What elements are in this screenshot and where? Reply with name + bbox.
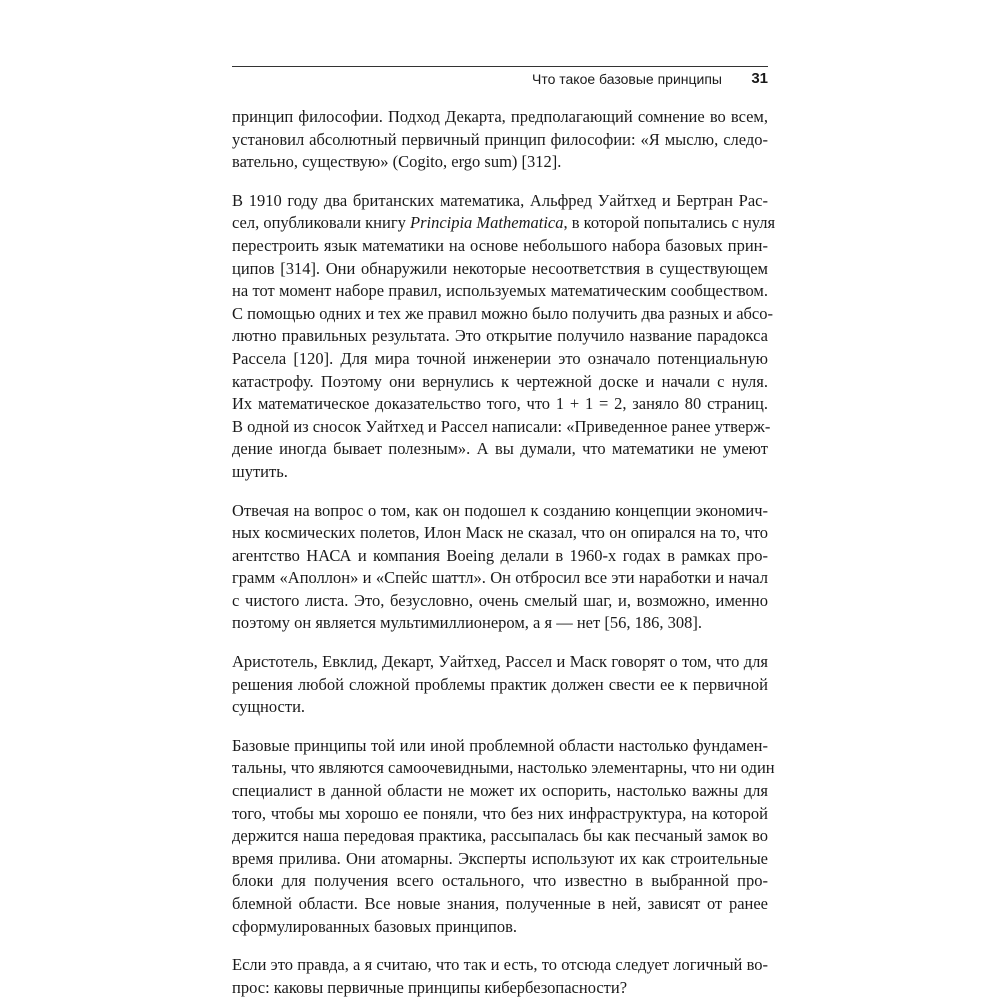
paragraph-3	[232, 500, 768, 636]
text-line: Если это правда, а я считаю, что так и есть, то отсюда следует логичный во-	[232, 955, 768, 975]
text-line: сущности.	[232, 697, 306, 717]
text-line: катастрофу. Поэтому они вернулись к чертежной доске и начали с нуля.	[232, 371, 768, 391]
text-line: Аристотель, Евклид, Декарт, Уайтхед, Рассел и Маск говорят о том, что для	[232, 652, 768, 672]
text-line: с чистого листа. Это, безусловно, очень смелый шаг, и, возможно, именно	[232, 590, 768, 610]
text-fragment: , в которой попытались с нуля	[563, 213, 776, 233]
header-title: Что такое базовые принципы	[532, 71, 722, 87]
book-title: Principia Mathematica	[409, 213, 564, 233]
text-line: держится наша передовая практика, рассыпалась бы как песчаный замок во	[232, 826, 768, 846]
page-body	[232, 106, 776, 1000]
text-line: Отвечая на вопрос о том, как он подошел к созданию концепции экономич-	[232, 500, 768, 520]
text-line: блоки для получения всего остального, что известно в выбранной про-	[232, 871, 768, 891]
text-line: принцип философии. Подход Декарта, предполагающий сомнение во всем,	[232, 107, 768, 126]
text-line: тальны, что являются самоочевидными, настолько элементарны, что ни один	[232, 758, 775, 778]
paragraph-1	[232, 106, 768, 174]
text-line-with-title	[232, 212, 776, 235]
text-line: Их математическое доказательство того, что 1 + 1 = 2, заняло 80 страниц.	[232, 394, 768, 414]
text-line: на тот момент наборе правил, используемых математическим сообществом.	[232, 281, 768, 301]
text-line: установил абсолютный первичный принцип философии: «Я мыслю, следо-	[232, 129, 768, 149]
text-line: агентство НАСА и компания Boeing делали в 1960-х годах в рамках про-	[232, 545, 768, 565]
text-line: того, чтобы мы хорошо ее поняли, что без них инфраструктура, на которой	[232, 803, 768, 823]
paragraph-5	[232, 735, 775, 938]
text-line: В одной из сносок Уайтхед и Рассел написали: «Приведенное ранее утверж-	[232, 416, 771, 436]
text-line: шутить.	[232, 461, 288, 481]
text-line: грамм «Аполлон» и «Спейс шаттл». Он отбросил все эти наработки и начал	[232, 568, 768, 588]
text-line: прос: каковы первичные принципы кибербезопасности?	[232, 977, 628, 997]
text-line: Базовые принципы той или иной проблемной области настолько фундамен-	[232, 735, 768, 755]
text-line: С помощью одних и тех же правил можно было получить два разных и абсо-	[232, 303, 773, 323]
page-number: 31	[751, 70, 768, 87]
text-line: Рассела [120]. Для мира точной инженерии это означало потенциальную	[232, 348, 768, 368]
running-header	[232, 66, 768, 97]
text-line: перестроить язык математики на основе небольшого набора базовых прин-	[232, 235, 768, 255]
text-line: дение иногда бывает полезным». А вы думали, что математики не умеют	[232, 439, 768, 459]
paragraph-2	[232, 190, 776, 484]
text-line: В 1910 году два британских математика, Альфред Уайтхед и Бертран Рас-	[232, 190, 768, 210]
text-line: ных космических полетов, Илон Маск не сказал, что он опирался на то, что	[232, 523, 768, 543]
text-fragment: сел, опубликовали книгу	[232, 213, 410, 233]
paragraph-4	[232, 651, 768, 719]
text-line: сформулированных базовых принципов.	[232, 916, 518, 936]
text-line: вательно, существую» (Cogito, ergo sum) [312].	[232, 152, 562, 172]
paragraph-6	[232, 954, 768, 999]
text-line: поэтому он является мультимиллионером, а я — нет [56, 186, 308].	[232, 613, 702, 633]
text-line: время прилива. Они атомарны. Эксперты используют их как строительные	[232, 848, 768, 868]
text-line: ципов [314]. Они обнаружили некоторые несоответствия в существующем	[232, 258, 768, 278]
text-line: специалист в данной области не может их оспорить, настолько важны для	[232, 781, 768, 801]
text-line: блемной области. Все новые знания, полученные в ней, зависят от ранее	[232, 894, 768, 913]
text-line: решения любой сложной проблемы практик должен свести ее к первичной	[232, 674, 768, 694]
text-line: лютно правильных результата. Это открытие получило название парадокса	[232, 326, 768, 346]
